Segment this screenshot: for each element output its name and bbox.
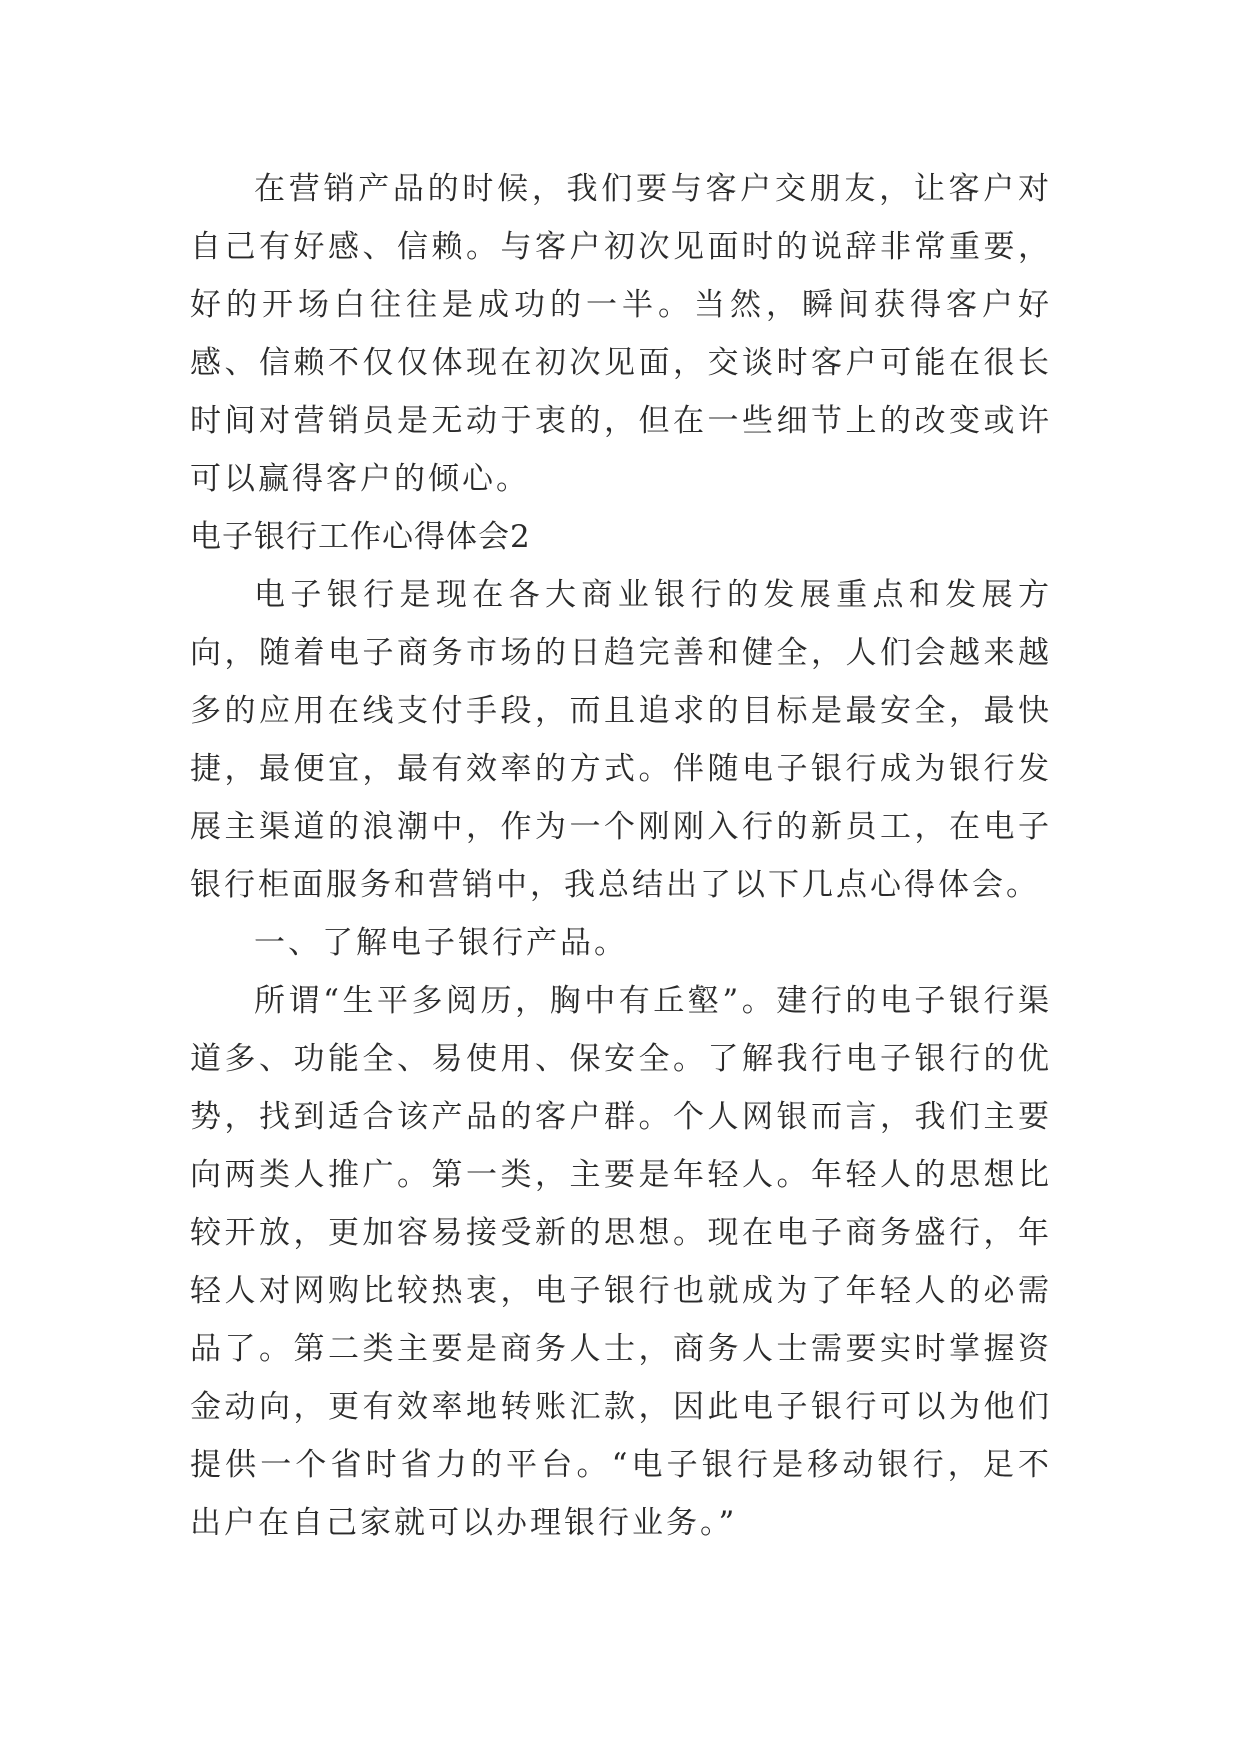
document-body bbox=[190, 160, 1052, 1552]
paragraph-overview: 电子银行是现在各大商业银行的发展重点和发展方向，随着电子商务市场的日趋完善和健全，人们会越来越多的应用在线支付手段，而且追求的目标是最安全，最快捷，最便宜，最有效率的方式。伴随电子银行成为银行发展主渠道的浪潮中，作为一个刚刚入行的新员工，在电子银行柜面服务和营销中，我总结出了以下几点心得体会。 bbox=[190, 577, 1052, 903]
paragraph-point-one-title: 一、了解电子银行产品。 bbox=[254, 925, 628, 961]
section-heading: 电子银行工作心得体会2 bbox=[190, 519, 531, 555]
paragraph-point-one-body: 所谓“生平多阅历，胸中有丘壑”。建行的电子银行渠道多、功能全、易使用、保安全。了解我行电子银行的优势，找到适合该产品的客户群。个人网银而言，我们主要向两类人推广。第一类，主要是年轻人。年轻人的思想比较开放，更加容易接受新的思想。现在电子商务盛行，年轻人对网购比较热衷，电子银行也就成为了年轻人的必需品了。第二类主要是商务人士，商务人士需要实时掌握资金动向，更有效率地转账汇款，因此电子银行可以为他们提供一个省时省力的平台。“电子银行是移动银行，足不出户在自己家就可以办理银行业务。” bbox=[190, 983, 1052, 1541]
paragraph-intro: 在营销产品的时候，我们要与客户交朋友，让客户对自己有好感、信赖。与客户初次见面时的说辞非常重要，好的开场白往往是成功的一半。当然，瞬间获得客户好感、信赖不仅仅体现在初次见面，交谈时客户可能在很长时间对营销员是无动于衷的，但在一些细节上的改变或许可以赢得客户的倾心。 bbox=[190, 171, 1052, 497]
